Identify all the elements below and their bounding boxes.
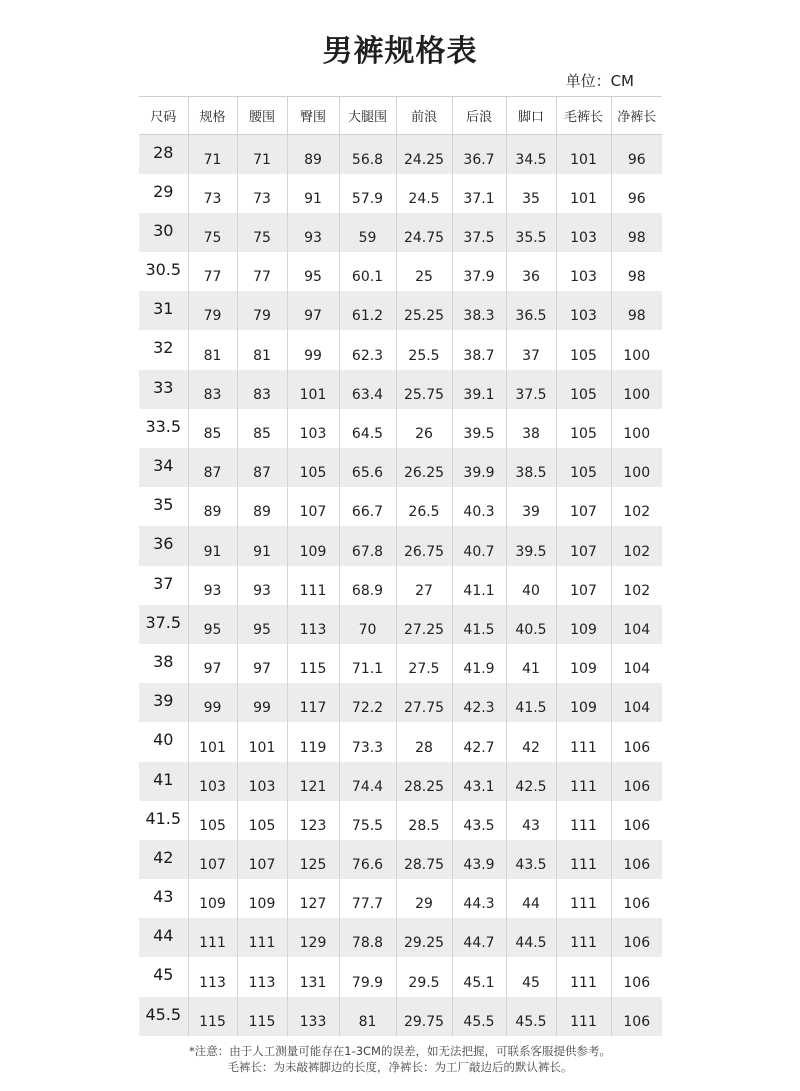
- measurement-cell: 111: [287, 566, 339, 605]
- size-cell: 39: [139, 683, 188, 722]
- table-row: [139, 840, 662, 879]
- measurement-cell: 36.7: [452, 135, 506, 174]
- table-row: [139, 526, 662, 565]
- measurement-cell: 81: [188, 330, 237, 369]
- table-row: [139, 330, 662, 369]
- size-cell: 33.5: [139, 409, 188, 448]
- measurement-cell: 127: [287, 879, 339, 918]
- table-row: [139, 879, 662, 918]
- size-cell: 44: [139, 918, 188, 957]
- measurement-cell: 75: [188, 213, 237, 252]
- size-cell: 32: [139, 330, 188, 369]
- measurement-cell: 97: [237, 644, 287, 683]
- measurement-cell: 117: [287, 683, 339, 722]
- measurement-cell: 81: [339, 997, 396, 1036]
- table-row: [139, 291, 662, 330]
- measurement-cell: 104: [611, 644, 662, 683]
- measurement-cell: 107: [556, 526, 611, 565]
- measurement-cell: 113: [287, 605, 339, 644]
- measurement-cell: 85: [188, 409, 237, 448]
- measurement-cell: 113: [237, 957, 287, 996]
- measurement-cell: 99: [188, 683, 237, 722]
- measurement-cell: 45.1: [452, 957, 506, 996]
- measurement-cell: 81: [237, 330, 287, 369]
- measurement-cell: 109: [556, 605, 611, 644]
- measurement-cell: 37.1: [452, 174, 506, 213]
- measurement-cell: 26.75: [396, 526, 452, 565]
- measurement-cell: 59: [339, 213, 396, 252]
- measurement-cell: 44.5: [506, 918, 556, 957]
- measurement-cell: 27.5: [396, 644, 452, 683]
- measurement-cell: 38.5: [506, 448, 556, 487]
- measurement-cell: 28.75: [396, 840, 452, 879]
- measurement-cell: 106: [611, 997, 662, 1036]
- measurement-cell: 98: [611, 252, 662, 291]
- measurement-cell: 71: [188, 135, 237, 174]
- measurement-cell: 40.3: [452, 487, 506, 526]
- measurement-cell: 40.5: [506, 605, 556, 644]
- measurement-cell: 107: [556, 487, 611, 526]
- measurement-cell: 26: [396, 409, 452, 448]
- measurement-cell: 70: [339, 605, 396, 644]
- measurement-cell: 105: [556, 448, 611, 487]
- table-row: [139, 252, 662, 291]
- measurement-cell: 44: [506, 879, 556, 918]
- measurement-cell: 105: [556, 330, 611, 369]
- size-cell: 45: [139, 957, 188, 996]
- measurement-cell: 109: [287, 526, 339, 565]
- measurement-cell: 66.7: [339, 487, 396, 526]
- size-cell: 40: [139, 722, 188, 761]
- measurement-cell: 45: [506, 957, 556, 996]
- column-header: 腰围: [237, 97, 287, 135]
- measurement-cell: 102: [611, 566, 662, 605]
- measurement-cell: 42.3: [452, 683, 506, 722]
- measurement-cell: 93: [237, 566, 287, 605]
- size-cell: 43: [139, 879, 188, 918]
- measurement-cell: 100: [611, 370, 662, 409]
- measurement-cell: 28: [396, 722, 452, 761]
- measurement-cell: 41.1: [452, 566, 506, 605]
- measurement-cell: 38.3: [452, 291, 506, 330]
- measurement-cell: 103: [556, 213, 611, 252]
- measurement-cell: 26.25: [396, 448, 452, 487]
- measurement-cell: 104: [611, 683, 662, 722]
- measurement-cell: 102: [611, 526, 662, 565]
- measurement-cell: 111: [556, 840, 611, 879]
- measurement-cell: 74.4: [339, 762, 396, 801]
- measurement-cell: 75.5: [339, 801, 396, 840]
- size-cell: 41: [139, 762, 188, 801]
- column-header: 脚口: [506, 97, 556, 135]
- measurement-cell: 43.5: [452, 801, 506, 840]
- measurement-cell: 42.7: [452, 722, 506, 761]
- measurement-cell: 37.5: [506, 370, 556, 409]
- measurement-cell: 43.5: [506, 840, 556, 879]
- measurement-cell: 105: [287, 448, 339, 487]
- size-cell: 31: [139, 291, 188, 330]
- table-row: [139, 918, 662, 957]
- measurement-cell: 95: [188, 605, 237, 644]
- measurement-cell: 40.7: [452, 526, 506, 565]
- measurement-cell: 65.6: [339, 448, 396, 487]
- measurement-cell: 89: [188, 487, 237, 526]
- measurement-cell: 106: [611, 879, 662, 918]
- measurement-cell: 103: [556, 252, 611, 291]
- measurement-cell: 25.25: [396, 291, 452, 330]
- measurement-cell: 76.6: [339, 840, 396, 879]
- measurement-cell: 115: [287, 644, 339, 683]
- measurement-cell: 109: [556, 644, 611, 683]
- measurement-cell: 43: [506, 801, 556, 840]
- measurement-cell: 100: [611, 448, 662, 487]
- size-cell: 28: [139, 135, 188, 174]
- measurement-cell: 119: [287, 722, 339, 761]
- measurement-cell: 57.9: [339, 174, 396, 213]
- table-row: [139, 683, 662, 722]
- measurement-cell: 61.2: [339, 291, 396, 330]
- measurement-cell: 106: [611, 840, 662, 879]
- measurement-cell: 91: [237, 526, 287, 565]
- size-cell: 36: [139, 526, 188, 565]
- measurement-cell: 102: [611, 487, 662, 526]
- page-title: 男裤规格表: [322, 34, 478, 69]
- size-cell: 37.5: [139, 605, 188, 644]
- size-cell: 33: [139, 370, 188, 409]
- size-chart-table: [139, 96, 662, 1036]
- measurement-cell: 34.5: [506, 135, 556, 174]
- measurement-cell: 106: [611, 722, 662, 761]
- table-row: [139, 409, 662, 448]
- measurement-cell: 62.3: [339, 330, 396, 369]
- measurement-cell: 96: [611, 174, 662, 213]
- measurement-cell: 26.5: [396, 487, 452, 526]
- measurement-cell: 77: [188, 252, 237, 291]
- measurement-cell: 73.3: [339, 722, 396, 761]
- measurement-cell: 97: [287, 291, 339, 330]
- column-header: 大腿围: [339, 97, 396, 135]
- table-row: [139, 135, 662, 174]
- measurement-cell: 29.75: [396, 997, 452, 1036]
- measurement-cell: 87: [237, 448, 287, 487]
- measurement-cell: 41.9: [452, 644, 506, 683]
- measurement-cell: 60.1: [339, 252, 396, 291]
- measurement-cell: 106: [611, 801, 662, 840]
- measurement-cell: 79: [188, 291, 237, 330]
- measurement-cell: 43.1: [452, 762, 506, 801]
- column-header: 尺码: [139, 97, 188, 135]
- measurement-cell: 103: [287, 409, 339, 448]
- measurement-cell: 89: [237, 487, 287, 526]
- measurement-cell: 111: [556, 879, 611, 918]
- measurement-cell: 113: [188, 957, 237, 996]
- measurement-cell: 96: [611, 135, 662, 174]
- measurement-cell: 131: [287, 957, 339, 996]
- measurement-cell: 100: [611, 409, 662, 448]
- measurement-cell: 36: [506, 252, 556, 291]
- measurement-cell: 37: [506, 330, 556, 369]
- measurement-cell: 85: [237, 409, 287, 448]
- table-row: [139, 644, 662, 683]
- size-cell: 30.5: [139, 252, 188, 291]
- measurement-cell: 78.8: [339, 918, 396, 957]
- measurement-cell: 97: [188, 644, 237, 683]
- measurement-cell: 40: [506, 566, 556, 605]
- column-header: 后浪: [452, 97, 506, 135]
- measurement-cell: 109: [556, 683, 611, 722]
- measurement-cell: 83: [188, 370, 237, 409]
- measurement-cell: 105: [237, 801, 287, 840]
- table-row: [139, 722, 662, 761]
- measurement-cell: 103: [556, 291, 611, 330]
- measurement-cell: 93: [287, 213, 339, 252]
- measurement-cell: 35: [506, 174, 556, 213]
- measurement-cell: 44.3: [452, 879, 506, 918]
- measurement-cell: 104: [611, 605, 662, 644]
- measurement-cell: 27.25: [396, 605, 452, 644]
- measurement-cell: 98: [611, 291, 662, 330]
- measurement-cell: 89: [287, 135, 339, 174]
- table-row: [139, 997, 662, 1036]
- measurement-cell: 105: [556, 409, 611, 448]
- measurement-cell: 109: [237, 879, 287, 918]
- measurement-cell: 28.25: [396, 762, 452, 801]
- measurement-cell: 37.9: [452, 252, 506, 291]
- measurement-cell: 107: [188, 840, 237, 879]
- measurement-cell: 39.5: [506, 526, 556, 565]
- measurement-cell: 101: [188, 722, 237, 761]
- measurement-cell: 115: [188, 997, 237, 1036]
- measurement-cell: 39.5: [452, 409, 506, 448]
- measurement-cell: 129: [287, 918, 339, 957]
- measurement-cell: 106: [611, 957, 662, 996]
- measurement-cell: 115: [237, 997, 287, 1036]
- column-header: 净裤长: [611, 97, 662, 135]
- measurement-cell: 77.7: [339, 879, 396, 918]
- measurement-cell: 111: [556, 762, 611, 801]
- size-cell: 30: [139, 213, 188, 252]
- measurement-cell: 99: [287, 330, 339, 369]
- note-line-length-definition: 毛裤长：为未敲裤脚边的长度，净裤长：为工厂敲边后的默认裤长。: [227, 1060, 573, 1074]
- measurement-cell: 111: [556, 722, 611, 761]
- measurement-cell: 75: [237, 213, 287, 252]
- measurement-cell: 111: [556, 957, 611, 996]
- measurement-cell: 36.5: [506, 291, 556, 330]
- measurement-cell: 45.5: [452, 997, 506, 1036]
- size-cell: 34: [139, 448, 188, 487]
- measurement-cell: 105: [556, 370, 611, 409]
- measurement-cell: 111: [237, 918, 287, 957]
- measurement-cell: 43.9: [452, 840, 506, 879]
- measurement-cell: 45.5: [506, 997, 556, 1036]
- table-row: [139, 487, 662, 526]
- measurement-cell: 29.25: [396, 918, 452, 957]
- size-cell: 35: [139, 487, 188, 526]
- measurement-cell: 101: [556, 174, 611, 213]
- measurement-cell: 109: [188, 879, 237, 918]
- measurement-cell: 133: [287, 997, 339, 1036]
- unit-label: 单位：CM: [565, 72, 634, 90]
- note-line-measurement: *注意：由于人工测量可能存在1-3CM的误差，如无法把握，可联系客服提供参考。: [189, 1044, 611, 1058]
- measurement-cell: 41.5: [452, 605, 506, 644]
- measurement-cell: 39.1: [452, 370, 506, 409]
- measurement-cell: 67.8: [339, 526, 396, 565]
- measurement-cell: 39: [506, 487, 556, 526]
- measurement-cell: 63.4: [339, 370, 396, 409]
- footnotes: [0, 1043, 800, 1075]
- measurement-cell: 99: [237, 683, 287, 722]
- measurement-cell: 37.5: [452, 213, 506, 252]
- measurement-cell: 29: [396, 879, 452, 918]
- measurement-cell: 41.5: [506, 683, 556, 722]
- measurement-cell: 87: [188, 448, 237, 487]
- table-row: [139, 174, 662, 213]
- measurement-cell: 64.5: [339, 409, 396, 448]
- measurement-cell: 42: [506, 722, 556, 761]
- measurement-cell: 95: [287, 252, 339, 291]
- measurement-cell: 111: [188, 918, 237, 957]
- table-row: [139, 957, 662, 996]
- measurement-cell: 28.5: [396, 801, 452, 840]
- column-header: 毛裤长: [556, 97, 611, 135]
- measurement-cell: 95: [237, 605, 287, 644]
- measurement-cell: 44.7: [452, 918, 506, 957]
- measurement-cell: 24.5: [396, 174, 452, 213]
- measurement-cell: 27.75: [396, 683, 452, 722]
- measurement-cell: 111: [556, 997, 611, 1036]
- size-cell: 41.5: [139, 801, 188, 840]
- measurement-cell: 38.7: [452, 330, 506, 369]
- measurement-cell: 77: [237, 252, 287, 291]
- measurement-cell: 39.9: [452, 448, 506, 487]
- table-header: [139, 97, 662, 135]
- table-row: [139, 448, 662, 487]
- measurement-cell: 107: [556, 566, 611, 605]
- header-row: [139, 97, 662, 135]
- measurement-cell: 103: [188, 762, 237, 801]
- measurement-cell: 111: [556, 801, 611, 840]
- measurement-cell: 29.5: [396, 957, 452, 996]
- table-row: [139, 566, 662, 605]
- table-row: [139, 370, 662, 409]
- column-header: 规格: [188, 97, 237, 135]
- measurement-cell: 79: [237, 291, 287, 330]
- measurement-cell: 100: [611, 330, 662, 369]
- measurement-cell: 27: [396, 566, 452, 605]
- measurement-cell: 71.1: [339, 644, 396, 683]
- measurement-cell: 123: [287, 801, 339, 840]
- table-row: [139, 213, 662, 252]
- measurement-cell: 79.9: [339, 957, 396, 996]
- measurement-cell: 35.5: [506, 213, 556, 252]
- table-row: [139, 605, 662, 644]
- measurement-cell: 107: [287, 487, 339, 526]
- size-cell: 38: [139, 644, 188, 683]
- size-cell: 37: [139, 566, 188, 605]
- measurement-cell: 73: [188, 174, 237, 213]
- measurement-cell: 121: [287, 762, 339, 801]
- measurement-cell: 42.5: [506, 762, 556, 801]
- measurement-cell: 103: [237, 762, 287, 801]
- measurement-cell: 83: [237, 370, 287, 409]
- table-body: [139, 135, 662, 1036]
- column-header: 前浪: [396, 97, 452, 135]
- measurement-cell: 111: [556, 918, 611, 957]
- measurement-cell: 91: [287, 174, 339, 213]
- measurement-cell: 107: [237, 840, 287, 879]
- column-header: 臀围: [287, 97, 339, 135]
- table-row: [139, 762, 662, 801]
- measurement-cell: 101: [237, 722, 287, 761]
- measurement-cell: 25.75: [396, 370, 452, 409]
- measurement-cell: 68.9: [339, 566, 396, 605]
- measurement-cell: 25: [396, 252, 452, 291]
- measurement-cell: 72.2: [339, 683, 396, 722]
- table-row: [139, 801, 662, 840]
- measurement-cell: 101: [287, 370, 339, 409]
- size-cell: 45.5: [139, 997, 188, 1036]
- measurement-cell: 71: [237, 135, 287, 174]
- measurement-cell: 41: [506, 644, 556, 683]
- measurement-cell: 106: [611, 762, 662, 801]
- measurement-cell: 106: [611, 918, 662, 957]
- measurement-cell: 24.75: [396, 213, 452, 252]
- measurement-cell: 25.5: [396, 330, 452, 369]
- measurement-cell: 24.25: [396, 135, 452, 174]
- measurement-cell: 98: [611, 213, 662, 252]
- measurement-cell: 93: [188, 566, 237, 605]
- size-cell: 42: [139, 840, 188, 879]
- measurement-cell: 56.8: [339, 135, 396, 174]
- measurement-cell: 38: [506, 409, 556, 448]
- measurement-cell: 91: [188, 526, 237, 565]
- measurement-cell: 125: [287, 840, 339, 879]
- measurement-cell: 73: [237, 174, 287, 213]
- measurement-cell: 101: [556, 135, 611, 174]
- measurement-cell: 105: [188, 801, 237, 840]
- size-cell: 29: [139, 174, 188, 213]
